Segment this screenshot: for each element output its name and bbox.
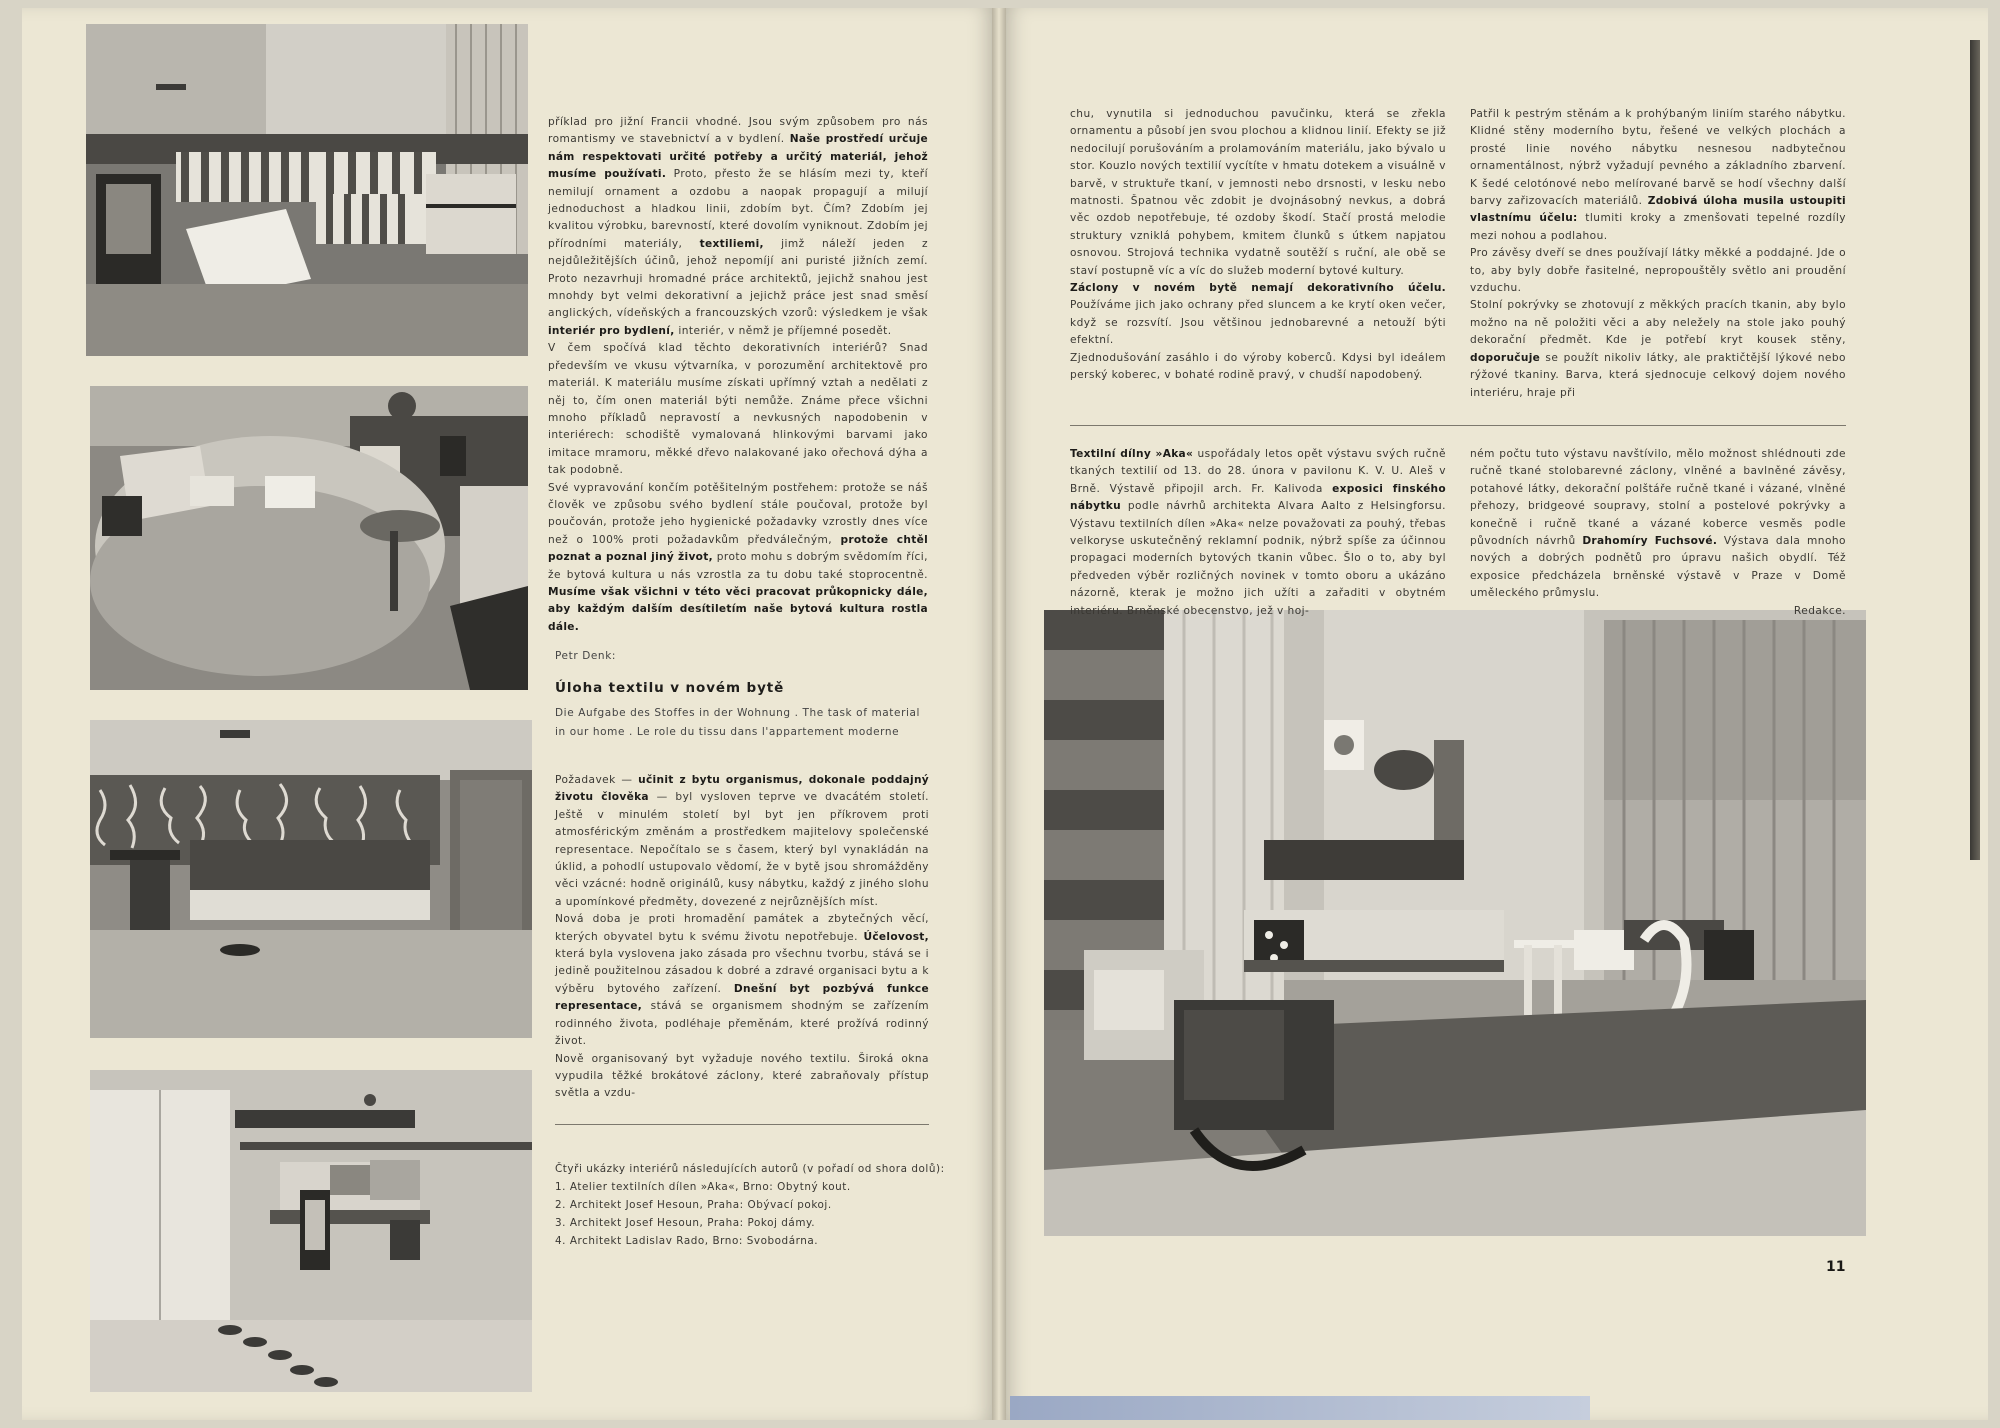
notice-column-1 [1070, 446, 1446, 620]
bold-text: protože chtěl poznat a poznal jiný život, [548, 533, 928, 564]
paragraph [548, 114, 928, 340]
text-run: — byl vysloven teprve ve dvacátém století. Ještě v minulém století byl byt jen příkrovem proti atmosférickým změnám a prostředkem majitelovy společenské representace. Nepočítalo se s časem, který byl vynakládán na úklid, a pohodlí ustupovalo vědomí, že v bytě jsou shromážděny věci vzácné: hodně originálů, kusy nábytku, každý z jiného slohu a upomínkové předměty, dovezené z nejrůznějších míst. [555, 791, 929, 908]
text-run: uspořádaly letos opět výstavu svých ručně tkaných textilií od 13. do 28. února v pavilonu K. V. U. Aleš v Brně. Výstavě připojil arch. Fr. Kalivoda [1070, 448, 1446, 495]
bold-text: Zdobivá úloha musila ustoupiti vlastnímu účelu: [1470, 195, 1846, 225]
photo-daybed [90, 720, 532, 1038]
text-run: Proto, přesto že se hlásím mezi ty, kteří nemilují ornament a ozdobu a naopak propagují a milují jednoduchost a hladkou linii, zdobím byt. Čím? Zdobím jej kvalitou výrobku, barevností, které dovolím vyniknout. Zdobím jej přírodními materiály, [548, 168, 928, 250]
bold-text: Záclony v novém bytě nemají dekorativního účelu. [1070, 282, 1446, 295]
paragraph [1470, 245, 1846, 297]
book-spine [992, 8, 1006, 1420]
paragraph [1470, 446, 1846, 603]
text-run: ném počtu tuto výstavu navštívilo, mělo možnost shlédnouti zde ručně tkané stolobarevné záclony, vlněné a bavlněné závěsy, potahové látky, dekorační polštáře ručně tkané i vázané, vlněné přehozy, bridgeové soupravy, stolní a postelové pokrývky a konečně i ručně tkané a vázané koberce vesměs podle původních návrhů [1470, 448, 1846, 548]
bold-text: Drahomíry Fuchsové. [1582, 535, 1718, 548]
text-run: Patřil k pestrým stěnám a k prohýbaným liniím starého nábytku. Klidné stěny moderního bytu, řešené ve velkých plochách a prosté linie nového nábytku nesnesou nadbytečnou ornamentálnost, nýbrž vyžadují pevného a základního zbarvení. K šedé celotónové nebo melírované barvě se hodí všechny další barvy zařizovacích materiálů. [1470, 108, 1846, 208]
text-run: V čem spočívá klad těchto dekorativních interiérů? Snad především ve vkusu výtvarníka, v porozumění architektově pro materiál. K materiálu musíme získati upřímný vztah a nedělati z něj to, čím onen materiál býti nemůže. Známe přece všichni mnoho příkladů nepravostí a nevkusných napodobenin v interiérech: schodiště vymalovaná hlinkovými barvami jako imitace mramoru, měkké dřevo nalakované jako ořechová dýha a tak podobně. [548, 342, 928, 477]
photo-corner-seating [86, 24, 528, 356]
paragraph [555, 1051, 929, 1103]
text-run: proto mohu s dobrým svědomím říci, že bytová kultura u nás vzrostla za tu dobu také stoprocentně. [548, 551, 928, 581]
caption-divider [555, 1124, 929, 1125]
text-run: Stolní pokrývky se zhotovují z měkkých pracích tkanin, aby bylo možno na ně položiti věci a aby neležely na stole jako pouhý dekorační předmět. Kde je potřebí kryt kousek stěny, [1470, 299, 1846, 347]
text-run: Požadavek — [555, 774, 639, 786]
page-edge-shadow [1970, 40, 1980, 860]
text-run: se použít nikoliv látky, ale praktičtější lýkové nebo rýžové tkaniny. Barva, která sjednocuje celkový dojem nového interiéru, hraje při [1470, 351, 1846, 399]
caption-3: 3. Architekt Josef Hesoun, Praha: Pokoj dámy. [555, 1217, 816, 1229]
text-run: chu, vynutila si jednoduchou pavučinku, která se zřekla ornamentu a působí jen svou plochou a klidnou linií. Efekty se již nedocilují porušováním a prolamováním materiálu, jako bývalo u stor. Kouzlo nových textilií vycítíte v hmatu dotekem a visuálně v barvě, v struktuře tkaní, v jemnosti nebo drsnosti, v lesku nebo matnosti. Špatnou věc zdobit je dvojnásobný nevkus, a dobrá věc ozdob nepotřebuje, té ozdoby škodí. Stačí prostá melodie struktury vzniklá pohybem, kmitem člunků s útkem napjatou osnovou. Strojová technika vydatně soutěží s ruční, ale obě se staví postupně víc a víc do služeb moderní bytové kultury. [1070, 108, 1446, 277]
paragraph [1070, 106, 1446, 280]
text-run: tlumiti kroky a zmenšovati tepelné rozdíly mezi nohou a podlahou. [1470, 212, 1847, 242]
bold-text: Musíme však všichni v této věci pracovat průkopnicky dále, aby každým dalším desítiletím naše bytová kultura rostla dále. [548, 585, 928, 633]
bold-text: doporučuje [1470, 351, 1541, 364]
caption-intro: Čtyři ukázky interiérů následujících autorů (v pořadí od shora dolů): [555, 1163, 945, 1175]
editorial-signature: Redakce. [1793, 604, 1846, 617]
text-run: příklad pro jižní Francii vhodné. Jsou svým způsobem pro nás romantismy ve stavebnictví a v bydlení. [548, 116, 928, 146]
bold-text: Dnešní byt pozbývá funkce representace, [555, 982, 929, 1013]
text-run: interiér, v němž je příjemné posedět. [674, 324, 892, 337]
bold-text: Naše prostředí určuje nám respektovati určité potřeby a určitý materiál, jehož musíme používati. [548, 133, 928, 181]
caption-4: 4. Architekt Ladislav Rado, Brno: Svobodárna. [555, 1235, 819, 1247]
caption-2: 2. Architekt Josef Hesoun, Praha: Obývací pokoj. [555, 1199, 832, 1211]
bold-text: interiér pro bydlení, [548, 324, 675, 337]
caption-1: 1. Atelier textilních dílen »Aka«, Brno: Obytný kout. [555, 1181, 851, 1193]
text-run: Nová doba je proti hromadění památek a zbytečných věcí, kterých obyvatel bytu k svému životu nepotřebuje. [555, 913, 929, 943]
paragraph [555, 772, 929, 911]
bold-text: Účelovost, [863, 930, 929, 943]
article-author: Petr Denk: [555, 650, 617, 662]
bold-text: exposici finského nábytku [1070, 482, 1446, 513]
paragraph [1070, 350, 1446, 385]
text-run: podle návrhů architekta Alvara Aalto z Helsingforsu. Výstavu textilních dílen »Aka« nelze považovati za pouhý, třebas velkoryse uskutečněný reklamní podnik, nýbrž spíše za účinnou propagaci moderních bytových tkanin vůbec. Šlo o to, aby byl předveden výběr rozličných novinek v tomto oboru a ukázáno názorně, kterak je možno jich užíti a zařaditi v obytném interiéru. Brněnské obecenstvo, jež v hoj- [1070, 500, 1446, 617]
article-title: Úloha textilu v novém bytě [555, 680, 785, 696]
photo-round-sofa [90, 386, 528, 690]
page-number: 11 [1826, 1259, 1846, 1275]
photo-bachelor-room [90, 1070, 532, 1392]
article-column-3 [1070, 106, 1446, 385]
notice-divider [1070, 425, 1846, 426]
text-run: Zjednodušování zasáhlo i do výroby koberců. Kdysi byl ideálem perský koberec, v bohaté rodině pravý, v chudší napodobený. [1070, 351, 1446, 382]
notice-column-2-body [1470, 446, 1846, 603]
text-run: Výstava dala mnoho nových a dobrých podnětů pro úpravu našich obydlí. Též exposice předcházela brněnské výstavě v Praze v Domě uměleckého průmyslu. [1470, 535, 1846, 600]
paragraph [548, 480, 928, 637]
paragraph [555, 911, 929, 1050]
text-run: Nově organisovaný byt vyžaduje nového textilu. Široká okna vypudila těžké brokátové záclony, které zabraňovaly přístup světla a vzdu- [555, 1052, 929, 1100]
paragraph [1470, 297, 1846, 401]
text-run: Své vypravování končím potěšitelným postřehem: protože se náš člověk ve způsobu svého bydlení stále poučoval, protože byl poučován, protože jeho hygienické požadavky vzrostly dnes více než o 100% proti požadavkům předválečným, [548, 481, 928, 546]
bold-text: Textilní dílny »Aka« [1070, 448, 1194, 460]
bold-text: učinit z bytu organismus, dokonale poddajný životu člověka [555, 774, 930, 804]
text-run: stává se organismem shodným se zařízením rodinného života, podléhaje přeměnám, které prožívá rodinný život. [555, 1000, 929, 1048]
text-run: jimž náleží jeden z nejdůležitějších účinů, jehož nepomíjí ani puristé jižních zemí. Proto nezavrhuji hromadné práce architektů, jejichž snahou jest mnohdy byt velmi dekorativní a jejichž práce jest snad směsí anglických, vídeňských a francouzských vzorů: výsledkem je však [548, 237, 929, 320]
photo-captions [555, 1160, 945, 1250]
paragraph [1070, 446, 1446, 620]
text-run: Pro závěsy dveří se dnes používají látky měkké a poddajné. Jde o to, aby byly dobře řasitelné, nepropouštěly světlo ani proudění vzduchu. [1470, 247, 1846, 295]
paragraph [1470, 106, 1846, 245]
article-column-2 [555, 772, 929, 1103]
paragraph [1070, 280, 1446, 350]
article-column-1 [548, 114, 928, 636]
article-column-4 [1470, 106, 1846, 402]
text-run: která byla vyslovena jako zásada pro všechnu tvorbu, stává se i jedině použitelnou zásadou k dobré a zdravé organisaci bytu a k výběru bytového zařízení. [555, 948, 929, 995]
text-run: Používáme jich jako ochrany před sluncem a ke krytí oken večer, když se rozsvítí. Jsou většinou jednobarevné a netouží býti efektní. [1070, 299, 1446, 347]
paragraph [548, 340, 928, 479]
article-subtitle: Die Aufgabe des Stoffes in der Wohnung . The task of material in our home . Le role du tissu dans l'appartement moderne [555, 707, 921, 738]
cover-strip [1010, 1396, 1590, 1420]
photo-exhibition-room [1044, 610, 1866, 1236]
notice-column-2 [1470, 446, 1846, 620]
bold-text: textiliemi, [699, 237, 764, 250]
